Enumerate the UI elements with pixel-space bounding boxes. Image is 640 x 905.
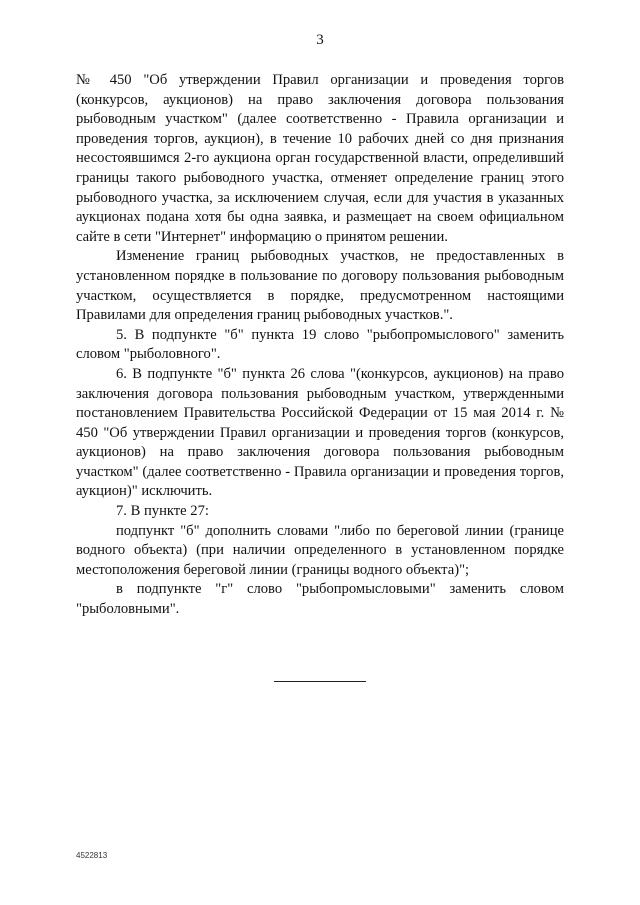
- paragraph-item-7: 7. В пункте 27:: [116, 503, 209, 520]
- paragraph-subitem-g: в подпункте "г" слово "рыбопромысловыми" заменить словом "рыболовными".: [76, 581, 564, 618]
- document-code: 4522813: [76, 851, 108, 860]
- paragraph-item-6: 6. В подпункте "б" пункта 26 слова "(конкурсов, аукционов) на право заключения договора пользования рыбоводным участком, утвержденными постановлением Правительства Российской Федерации от 15 мая 2014 г. № 450 "Об утверждении Правил организации и проведения торгов (конкурсов, аукционов) на право заключения договора пользования рыбоводным участком" (далее соответственно - Правила организации и проведения торгов, аукцион)" исключить.: [76, 365, 564, 500]
- paragraph-continuation: № 450 "Об утверждении Правил организации и проведения торгов (конкурсов, аукционов) на право заключения договора пользования рыбоводным участком" (далее соответственно - Правила организации и проведения торгов, аукцион), в течение 10 рабочих дней со дня признания несостоявшимся 2-го аукциона орган государственной власти, определивший границы такого рыбоводного участка, отменяет определение границ этого рыбоводного участка, за исключением случая, если для участия в указанных аукционах подана хотя бы одна заявка, и размещает на своем официальном сайте в сети "Интернет" информацию о принятом решении.: [76, 72, 564, 245]
- end-divider: [274, 681, 366, 682]
- paragraph-item-5: 5. В подпункте "б" пункта 19 слово "рыбопромыслового" заменить словом "рыболовного".: [76, 326, 564, 363]
- page-number: 3: [316, 32, 324, 48]
- paragraph-subitem-b: подпункт "б" дополнить словами "либо по береговой линии (границе водного объекта) (при наличии определенного в установленном порядке местоположения береговой линии (границы водного объекта)";: [76, 522, 564, 578]
- paragraph-boundary-changes: Изменение границ рыбоводных участков, не предоставленных в установленном порядке в пользование по договору пользования рыбоводным участком, осуществляется в порядке, предусмотренном настоящими Правилами для определения границ рыбоводных участков.".: [76, 248, 564, 324]
- document-body: [76, 71, 564, 620]
